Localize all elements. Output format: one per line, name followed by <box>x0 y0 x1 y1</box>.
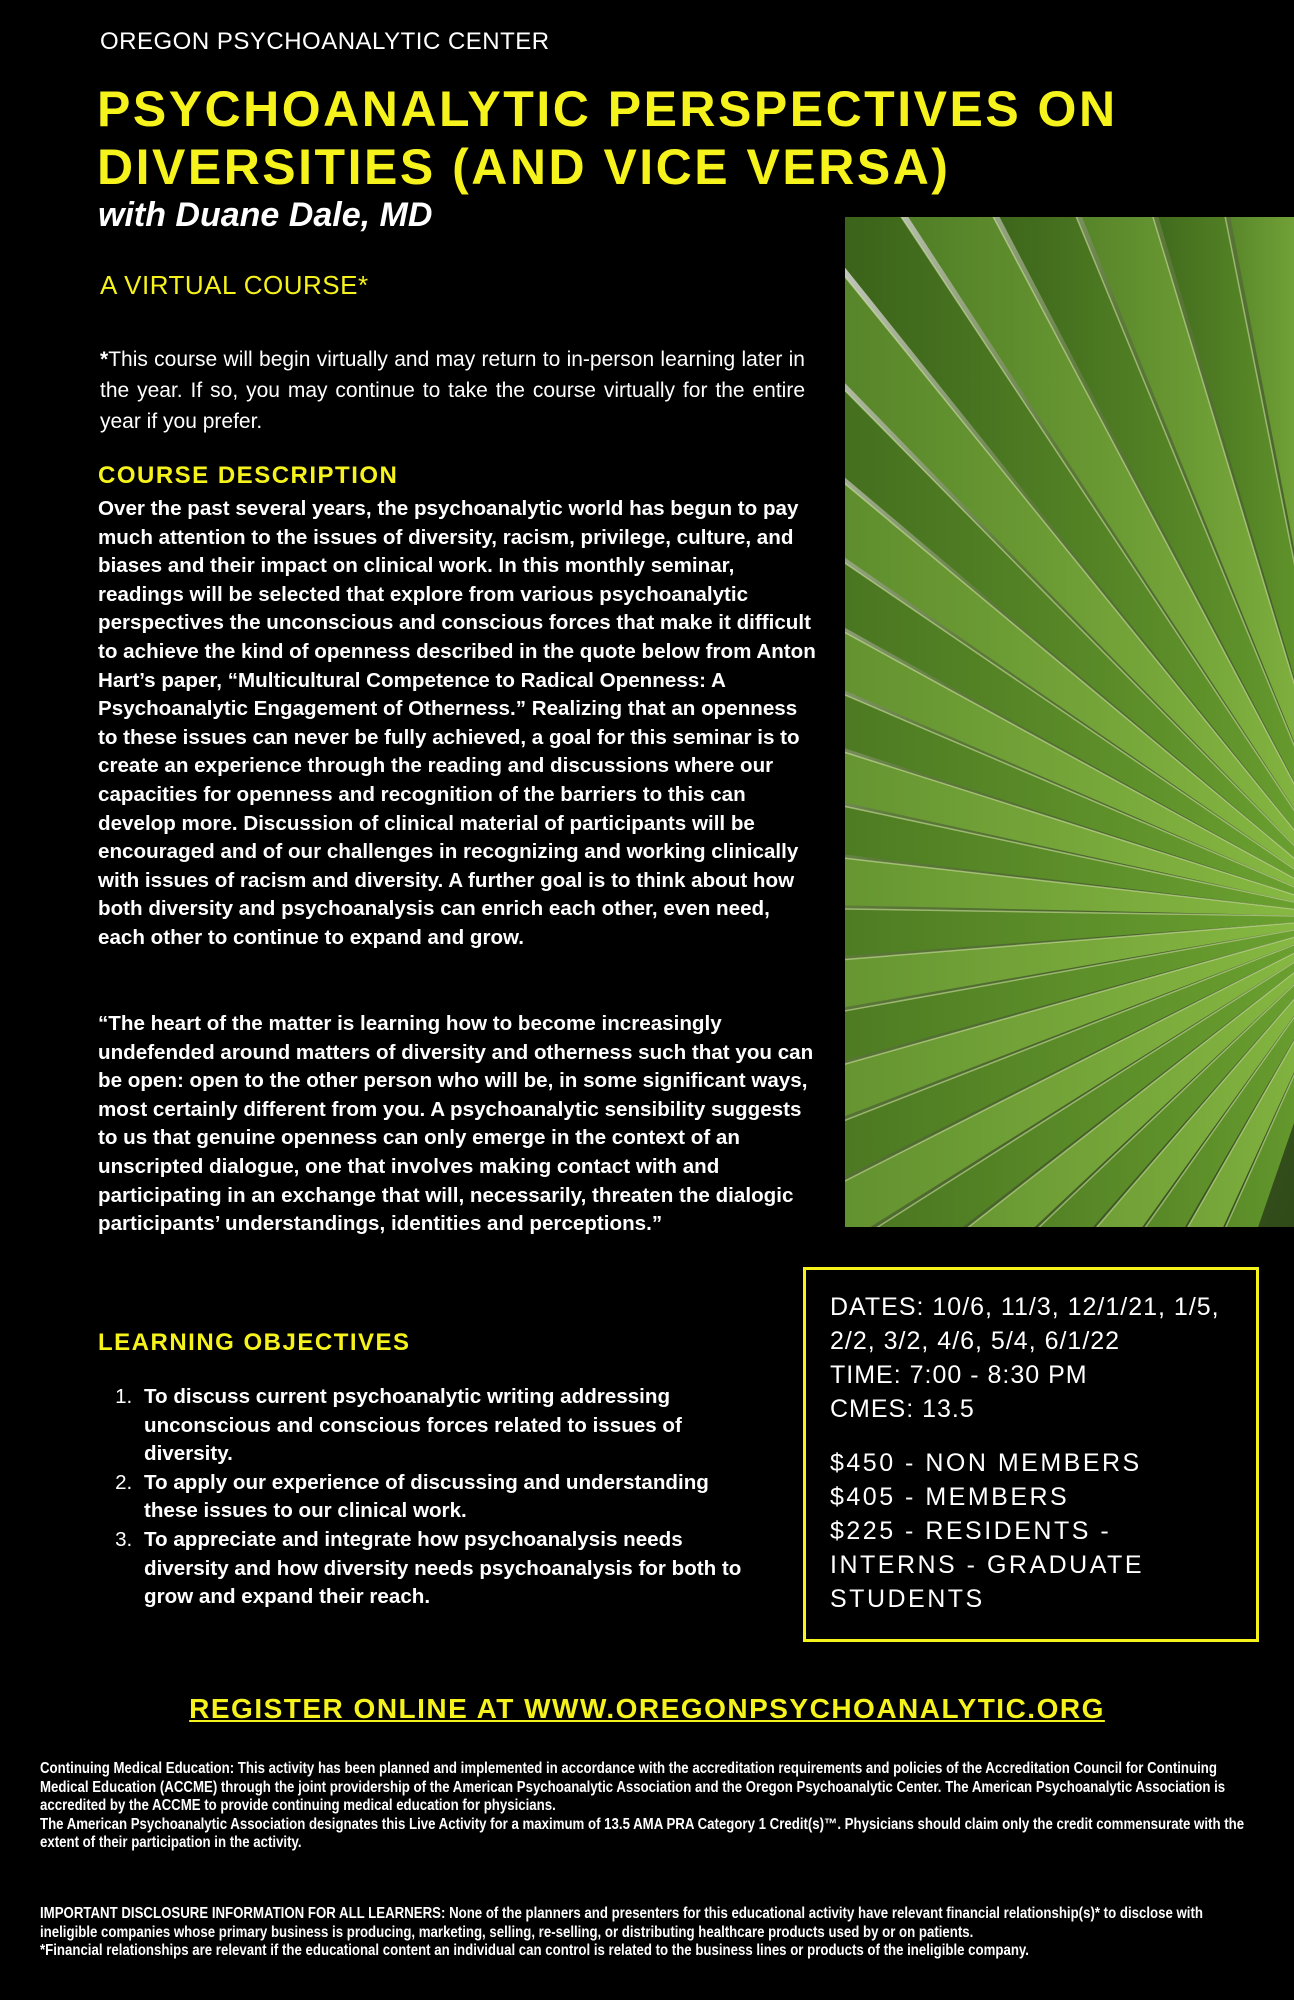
price-members: $405 - MEMBERS <box>830 1483 1070 1511</box>
learning-objectives-heading: LEARNING OBJECTIVES <box>98 1329 411 1356</box>
schedule-pricing-box <box>803 1267 1259 1642</box>
price-residents: $225 - RESIDENTS - INTERNS - GRADUATE STUDENTS <box>830 1517 1144 1613</box>
virtual-note <box>100 344 805 437</box>
price-non-members: $450 - NON MEMBERS <box>830 1449 1142 1477</box>
financial-relationships-note: *Financial relationships are relevant if the educational content an individual can control is related to the business lines or products of the ineligible company. <box>40 1942 1029 1959</box>
palm-leaf-photo <box>845 217 1294 1227</box>
course-description-heading: COURSE DESCRIPTION <box>98 462 399 489</box>
instructor-line: with Duane Dale, MD <box>98 196 433 234</box>
objective-item: 3. To appreciate and integrate how psychoanalysis needs diversity and how diversity needs psychoanalysis for both to grow and expand their reach. <box>138 1526 768 1612</box>
objective-item: 1. To discuss current psychoanalytic writing addressing unconscious and conscious forces related to issues of diversity. <box>138 1383 768 1469</box>
course-description-text: Over the past several years, the psychoanalytic world has begun to pay much attention to the issues of diversity, racism, privilege, culture, and biases and their impact on clinical work. In this monthly seminar, readings will be selected that explore from various psychoanalytic perspectives the unconscious and conscious forces that make it difficult to achieve the kind of openness described in the quote below from Anton Hart’s paper, “Multicultural Competence to Radical Openness: A Psychoanalytic Engagement of Otherness.” Realizing that an openness to these issues can never be fully achieved, a goal for this seminar is to create an experience through the reading and discussions where our capacities for openness and recognition of the barriers to this can develop more. Discussion of clinical material of participants will be encouraged and of our challenges in recognizing and working clinically with issues of racism and diversity. A further goal is to think about how both diversity and psychoanalysis can enrich each other, even need, each other to continue to expand and grow. <box>98 497 816 949</box>
objective-item: 2. To apply our experience of discussing and understanding these issues to our clinical work. <box>138 1469 768 1526</box>
hart-quote: “The heart of the matter is learning how to become increasingly undefended around matters of diversity and otherness such that you can be open: open to the other person who will be, in some significant ways, most certainly different from you. A psychoanalytic sensibility suggests to us that genuine openness can only emerge in the context of an unscripted dialogue, one that involves making contact with and participating in an exchange that will, necessarily, threaten the dialogic participants’ understandings, identities and perceptions.” <box>98 1012 814 1236</box>
learning-objectives-list <box>108 1383 768 1612</box>
cme-statement <box>40 1760 1253 1853</box>
cme-credit-text: The American Psychoanalytic Association designates this Live Activity for a maximum of 13.5 AMA PRA Category 1 Credit(s)™. Physicians should claim only the credit commensurate with the extent of their participation in the activity. <box>40 1815 1245 1851</box>
disclosure-statement <box>40 1905 1253 1961</box>
course-title: PSYCHOANALYTIC PERSPECTIVES ON DIVERSITIES (AND VICE VERSA) <box>97 81 1118 195</box>
cme-credits: CMES: 13.5 <box>830 1395 975 1423</box>
course-dates: DATES: 10/6, 11/3, 12/1/21, 1/5, 2/2, 3/2, 4/6, 5/4, 6/1/22 <box>830 1293 1220 1355</box>
course-format: A VIRTUAL COURSE* <box>100 270 369 300</box>
note-text: This course will begin virtually and may return to in-person learning later in the year. If so, you may continue to take the course virtually for the entire year if you prefer. <box>100 348 805 433</box>
course-time: TIME: 7:00 - 8:30 PM <box>830 1361 1088 1389</box>
register-link[interactable]: REGISTER ONLINE AT WWW.OREGONPSYCHOANALYTIC.ORG <box>189 1693 1105 1724</box>
cme-accreditation-text: Continuing Medical Education: This activity has been planned and implemented in accordance with the accreditation requirements and policies of the Accreditation Council for Continuing Medical Education (ACCME) through the joint providership of the American Psychoanalytic Association and the Oregon Psychoanalytic Center. The American Psychoanalytic Association is accredited by the ACCME to provide continuing medical education for physicians. <box>40 1760 1226 1814</box>
price-list <box>830 1446 1232 1616</box>
note-asterisk: * <box>100 348 109 371</box>
organization-name: OREGON PSYCHOANALYTIC CENTER <box>100 28 550 55</box>
disclosure-text: IMPORTANT DISCLOSURE INFORMATION FOR ALL LEARNERS: None of the planners and presenters for this educational activity have relevant financial relationship(s)* to disclose with ineligible companies whose primary business is producing, marketing, selling, re-selling, or distributing healthcare products used by or on patients. <box>40 1905 1203 1941</box>
